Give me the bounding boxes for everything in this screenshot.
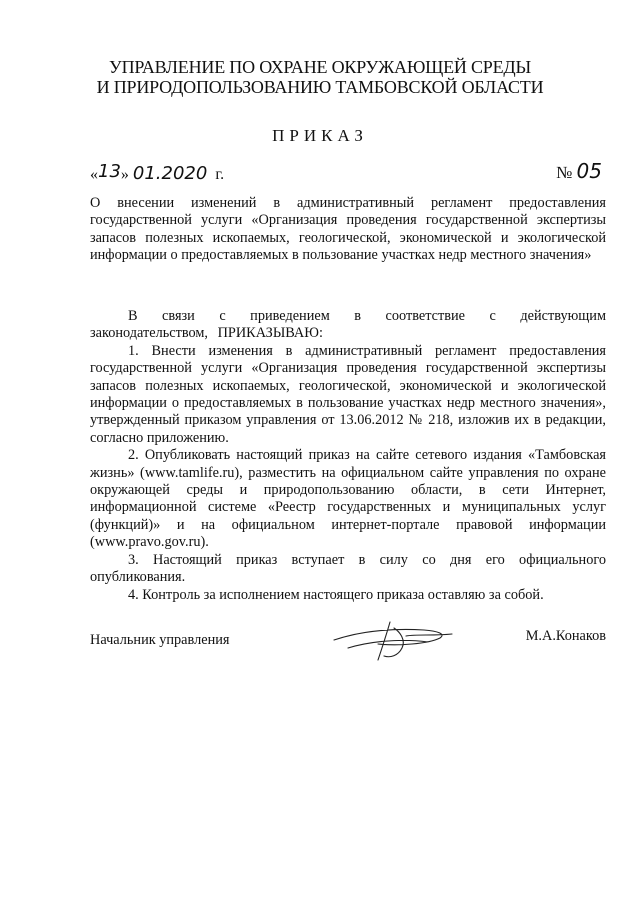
date-suffix: г. bbox=[215, 166, 225, 183]
header-line-1: УПРАВЛЕНИЕ ПО ОХРАНЕ ОКРУЖАЮЩЕЙ СРЕДЫ bbox=[109, 57, 531, 77]
body-item-4: 4. Контроль за исполнением настоящего приказа оставляю за собой. bbox=[128, 586, 544, 603]
number-label: № bbox=[556, 163, 573, 182]
body-item-1: 1. Внести изменения в административный регламент предоставления государственной услуги «Организация проведения государственной экспертизы запасов полезных ископаемых, геологической, экономической и экологической информации о предоставляемых в пользование участках недр местного значения», утвержденный приказом управления от 13.06.2012 № 218, изложив их в редакции, согласно приложению. bbox=[90, 342, 606, 446]
document-number bbox=[556, 159, 602, 183]
document-body bbox=[90, 308, 606, 604]
document-date bbox=[90, 163, 224, 184]
signatory-name: М.А.Конаков bbox=[525, 628, 606, 644]
date-close-quote: » bbox=[120, 166, 129, 183]
document-title: ПРИКАЗ bbox=[272, 126, 368, 145]
date-open-quote: « bbox=[90, 166, 98, 183]
header-line-2: И ПРИРОДОПОЛЬЗОВАНИЮ ТАМБОВСКОЙ ОБЛАСТИ bbox=[96, 77, 544, 97]
date-day: 13 bbox=[98, 161, 121, 182]
handwritten-signature bbox=[328, 618, 458, 664]
document-subject: О внесении изменений в административный регламент предоставления государственной услуги «Организация проведения государственной экспертизы запасов полезных ископаемых, геологической, экономической и экологической информации о предоставляемых в пользование участках недр местного значения» bbox=[90, 195, 606, 264]
signature-block bbox=[90, 628, 606, 658]
number-value: 05 bbox=[576, 159, 602, 183]
date-month-year: 01.2020 bbox=[132, 163, 208, 184]
body-item-3: 3. Настоящий приказ вступает в силу со дня его официального опубликования. bbox=[90, 551, 606, 586]
organization-header bbox=[0, 57, 640, 97]
body-intro: В связи с приведением в соответствие с действующим законодательством, ПРИКАЗЫВАЮ: bbox=[90, 308, 606, 342]
date-number-row bbox=[90, 159, 610, 189]
signatory-position: Начальник управления bbox=[90, 632, 230, 648]
body-item-2: 2. Опубликовать настоящий приказ на сайте сетевого издания «Тамбовская жизнь» (www.tamlife.ru), разместить на официальном сайте управления по охране окружающей среды и природопользованию области, в сети Интернет, информационной системе «Реестр государственных и муниципальных услуг (функций)» и на официальном интернет-портале правовой информации (www.pravo.gov.ru). bbox=[90, 447, 606, 551]
